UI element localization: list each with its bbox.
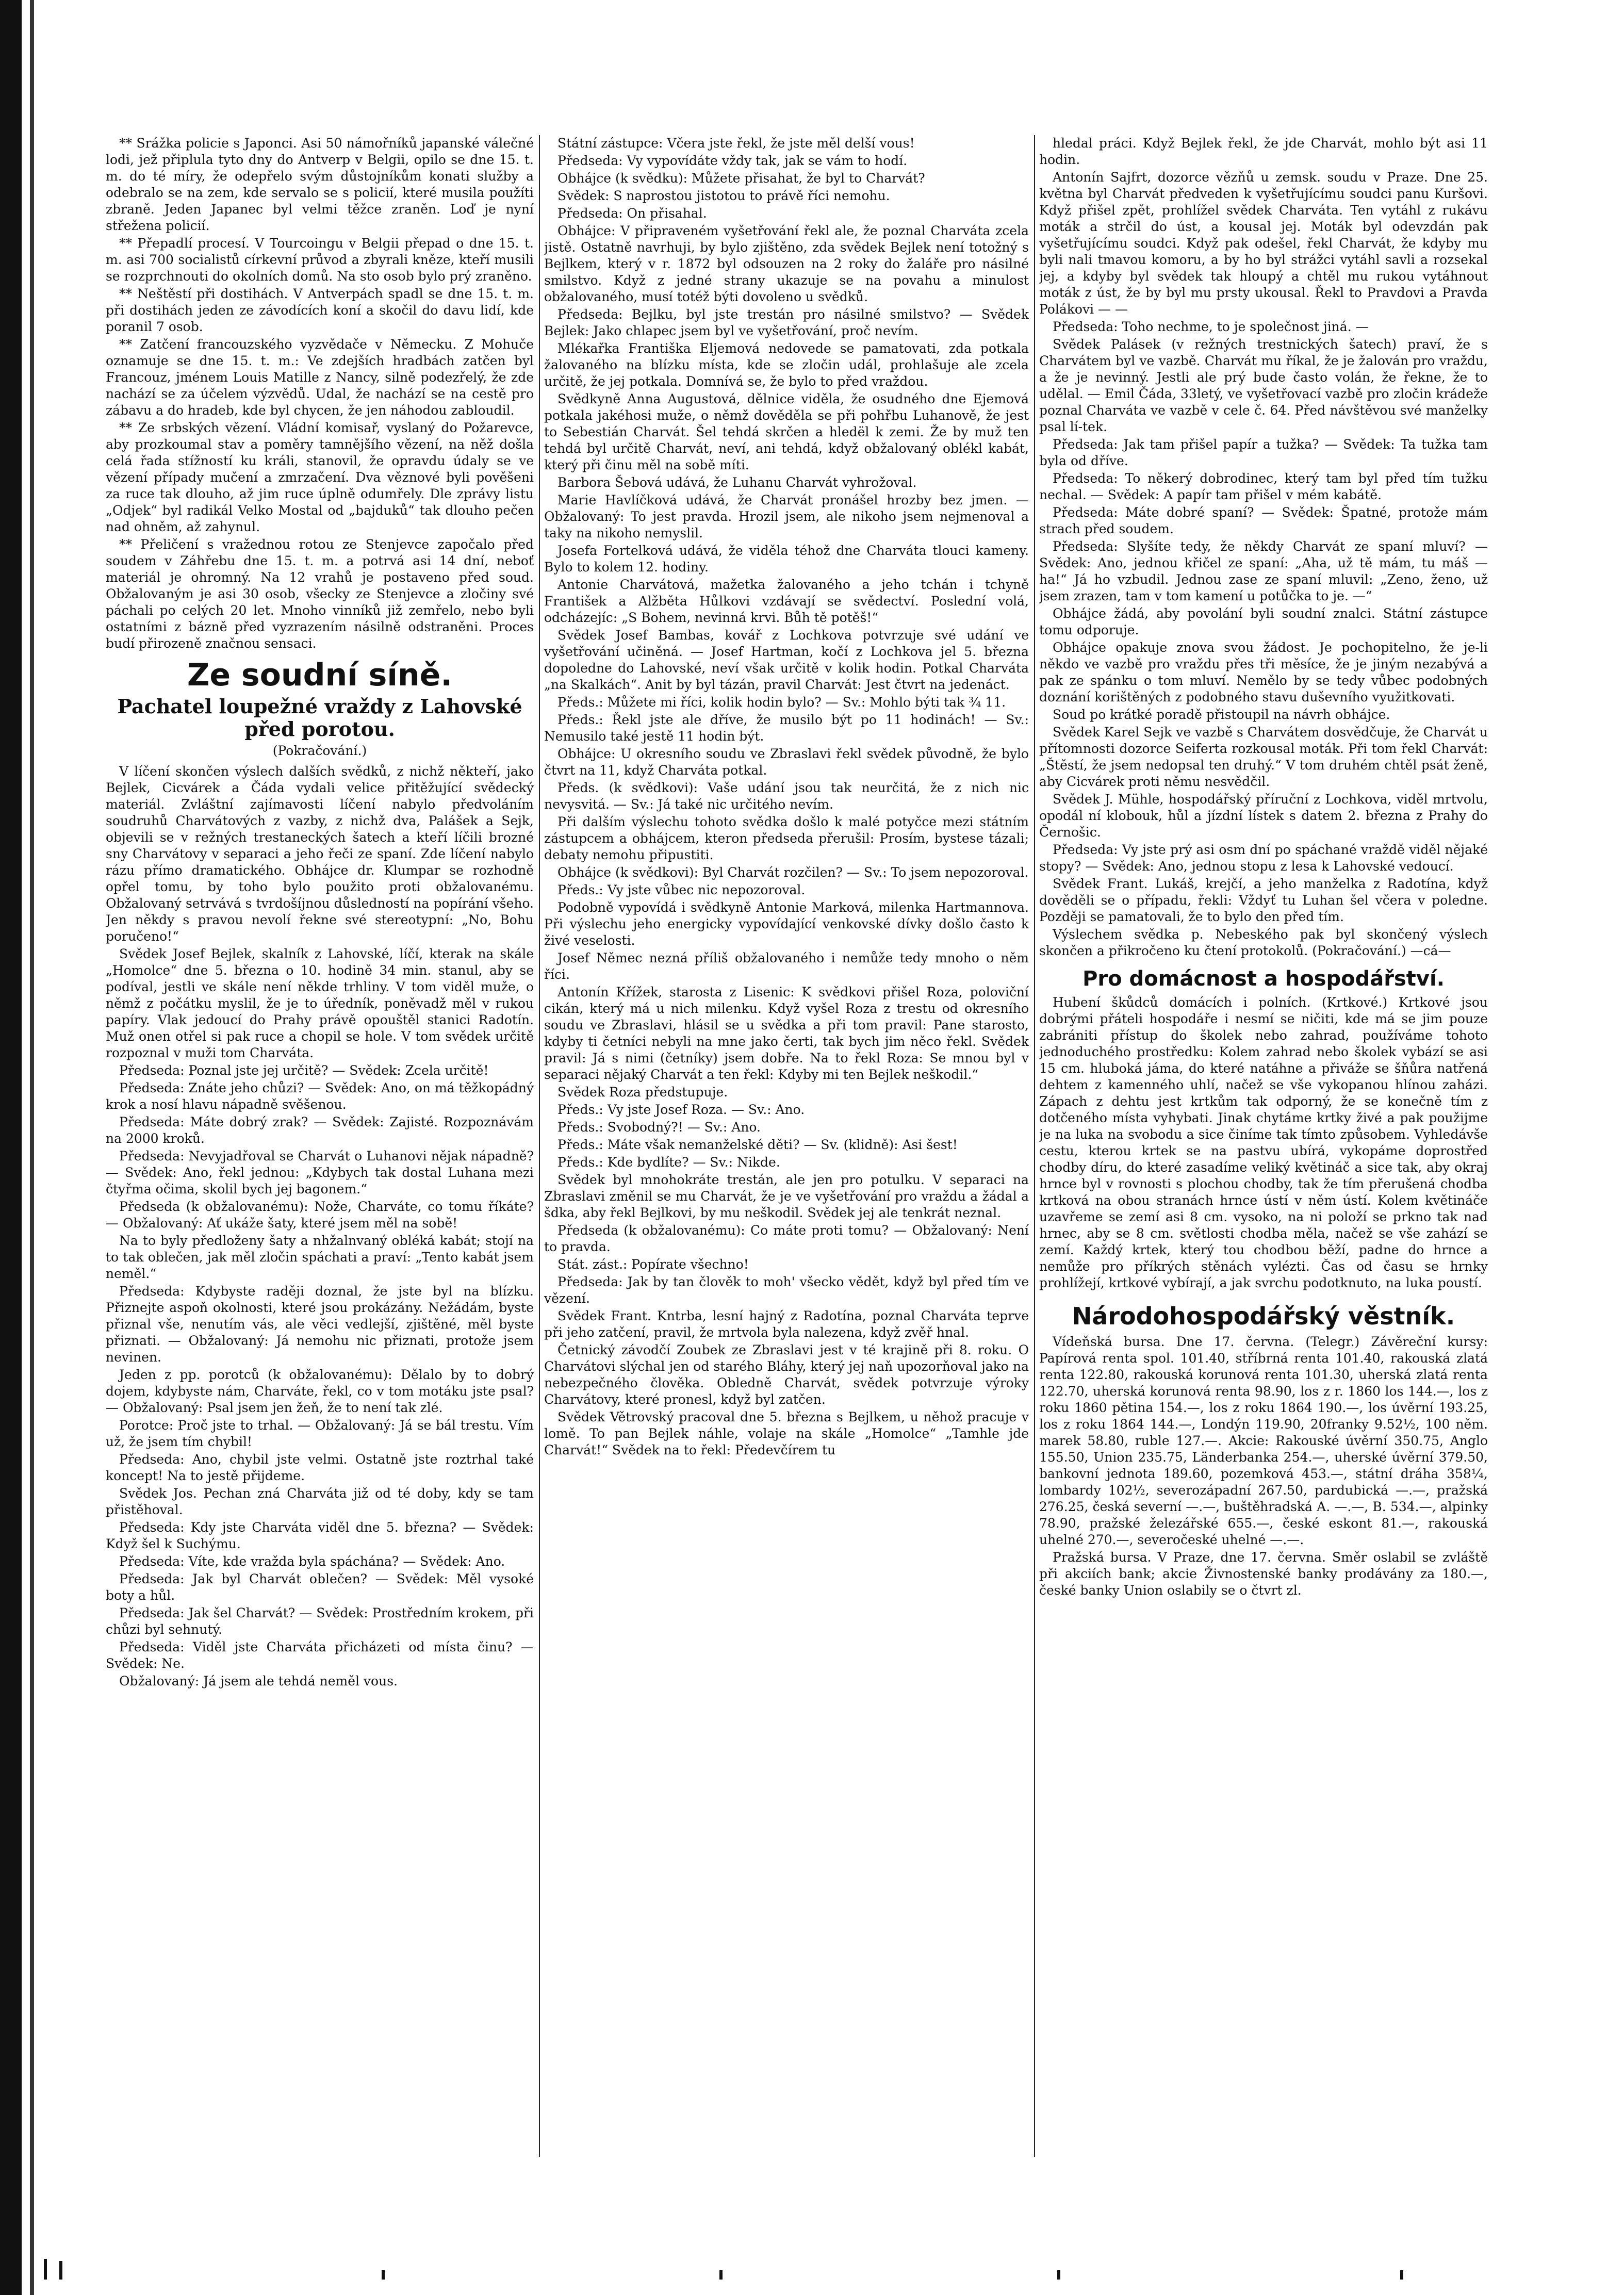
paragraph: Předseda: Jak tam přišel papír a tužka? — Svědek: Ta tužka tam byla od dříve. (1039, 437, 1488, 468)
paragraph: Předseda: Jak byl Charvát oblečen? — Svědek: Měl vysoké boty a hůl. (106, 1571, 534, 1603)
paragraph: Podobně vypovídá i svědkyně Antonie Marková, milenka Hartmannova. Při výslechu jeho energicky vypovídající venkovské dívky došlo často k živé veselosti. (544, 900, 1029, 948)
paragraph: Předseda: Ano, chybil jste velmi. Ostatně jste roztrhal také koncept! Na to jestě přijdeme. (106, 1452, 534, 1483)
section-title: Národohospodářský věstník. (1072, 1302, 1455, 1330)
paragraph: Antonie Charvátová, mažetka žalovaného a jeho tchán i tchyně František a Alžběta Hůlkovi vzdávají se svědectví. Poslední volá, odcházejíc: „S Bohem, nevinná krvi. Bůh tě potěš!“ (544, 577, 1029, 625)
newspaper-page (106, 135, 1488, 2157)
paragraph: Předseda: Máte dobrý zrak? — Svědek: Zajisté. Rozpoznávám na 2000 kroků. (106, 1114, 534, 1146)
paragraph: Obhájce opakuje znova svou žádost. Je pochopitelno, že je-li někdo ve vazbě pro vraždu přes tři měsíce, že je jiným nezabývá a pak ze spánku o tom mluví. Nemělo by se tedy vůbec podobných doznání korištěných z podobného stavu duševního využitkovati. (1039, 640, 1488, 704)
paragraph: Předseda (k obžalovanému): Nože, Charváte, co tomu říkáte? — Obžalovaný: Ať ukáže šaty, které jsem měl na sobě! (106, 1199, 534, 1231)
paragraph: Obžalovaný: Já jsem ale tehdá neměl vous. (119, 1674, 398, 1689)
paragraph: Svědek Frant. Lukáš, krejčí, a jeho manželka z Radotína, když dověděli se o případu, řekli: Vždyť tu Luhan šel včera v poledne. Později se pamatovali, že to bylo den před tím. (1039, 876, 1488, 924)
paragraph: Porotce: Proč jste to trhal. — Obžalovaný: Já se bál trestu. Vím už, že jsem tím chybil! (106, 1418, 534, 1449)
paragraph: Předs.: Kde bydlíte? — Sv.: Nikde. (557, 1155, 780, 1170)
paragraph: Svědek Frant. Kntrba, lesní hajný z Radotína, poznal Charváta teprve při jeho zatčení, pravil, že mrtvola byla nalezena, když zvěř hnal. (544, 1308, 1029, 1340)
paragraph: Obhájce: V připraveném vyšetřování řekl ale, že poznal Charváta zcela jistě. Ostatně navrhuji, by bylo zjištěno, zda svědek Bejlek není totožný s Bejlkem, který v r. 1872 byl odsouzen na 2 roky do žaláře pro násilné smilstvo. Když z jedné strany ukazuje se na povahu a minulost obžalovaného, musí totéž býti dovoleno u svědků. (544, 223, 1029, 304)
paragraph: Předs.: Máte však nemanželské děti? — Sv. (klidně): Asi šest! (557, 1137, 958, 1152)
article-subtitle: (Pokračování.) (272, 743, 367, 758)
paragraph: Obhájce žádá, aby povolání byli soudní znalci. Státní zástupce tomu odporuje. (1039, 606, 1488, 637)
paragraph: Předseda: Toho nechme, to je společnost jiná. — (1053, 319, 1369, 334)
paragraph: Hubení škůdců domácích i polních. (Krtkové.) Krtkové jsou dobrými přáteli hospodáře i nesmí se ničiti, kde má se jim pouze zabrániti přístup do školek nebo zahrad, používáme tohoto jednoduchého prostředku: Kolem zahrad nebo školek vybází se asi 15 cm. hluboká jáma, do které natáhne a přiváže se šňůra natřená dehtem z kamenného uhlí, načež se vše vykopanou hlínou zaházi. Zápach z dehtu jest krtkům tak odporný, že se konečně tím z dotčeného místa vyhybati. Jinak chytáme krtky živé a pak použijme je na luka na svobodu a sice činíme tak tímto způsobem. Vyhledávše cestu, kterou krtek se na pastvu ubírá, vykopáme doprostřed chodby díru, do které zasadíme veliký květináč a sice tak, aby okraj hrnce byl v rovnosti s plochou chodby, tak že tím přerušená chodba krtková na obou stranách hrnce ústí v něm ústí. Kolem květináče uzavřeme se zemí asi 8 cm. vysoko, na ni položí se prkno tak nad hrnec, aby se 8 cm. světlosti chodba měla, načež se vše zahází se zemí. Každý krtek, který tou chodbou běží, padne do hrnce a nemůže pro příkrých stěnách vylézti. Čas od času se hrnky prohlížejí, krtkové vybírají, a jak svrchu podotknuto, na luka poustí. (1039, 995, 1488, 1290)
paragraph: Svědek Roza předstupuje. (557, 1085, 728, 1100)
paragraph: Svědek: S naprostou jistotou to právě říci nemohu. (557, 188, 890, 203)
scan-edge-line (30, 0, 34, 2295)
paragraph: Předseda: Víte, kde vražda byla spáchána? — Svědek: Ano. (119, 1554, 505, 1569)
paragraph: Svědkyně Anna Augustová, dělnice viděla, že osudného dne Ejemová potkala jakéhosi muže, o němž dověděla se při pohřbu Luhanově, že jest to Sebestián Charvát. Šel tehdá skrčen a hledël k zemi. Že by muž ten tehdá byl určitě Charvát, neví, ani tehdá, když obžalovaný oblékl kabát, který při činu měl na sobě míti. (544, 391, 1029, 472)
paragraph: Předseda: Viděl jste Charváta přicházeti od místa činu? — Svědek: Ne. (106, 1640, 534, 1671)
paragraph: Výslechem svědka p. Nebeského pak byl skončený výslech skončen a přikročeno ku čtení protokolů. (Pokračování.) —cá— (1039, 927, 1488, 958)
paragraph: Svědek Josef Bambas, kovář z Lochkova potvrzuje své udání ve vyšetřování učiněná. — Josef Hartman, kočí z Lochkova jel 5. března dopoledne do Lahovské, neví však určitě v kolik hodin. Potkal Charváta „na Skalkách“. Anit by byl tázán, pravil Charvát: Jest čtvrt na jedenáct. (544, 628, 1029, 692)
paragraph: Předs. (k svědkovi): Vaše udání jsou tak neurčitá, že z nich nic nevysvitá. — Sv.: Já také nic určitého nevím. (544, 780, 1029, 812)
paragraph: Pražská bursa. V Praze, dne 17. června. Směr oslabil se zvláště při akciích bank; akcie Živnostenské banky prodávány za 180.—, české banky Union oslabily se o čtvrt zl. (1039, 1550, 1488, 1598)
margin-mark (719, 2270, 723, 2280)
paragraph: Předseda: Slyšíte tedy, že někdy Charvát ze spaní mluví? — Svědek: Ano, jednou křičel ze spaní: „Aha, už tě mám, tu máš — ha!“ Já ho vzbudil. Jednou zase ze spaní mluvil: „Zeno, ženo, už jsem zrazen, tam v tom kamení u potůčka to je. —“ (1039, 539, 1488, 603)
paragraph: Předseda: Nevyjadřoval se Charvát o Luhanovi nějak nápadně? — Svědek: Ano, řekl jednou: „Kdybych tak dostal Luhana mezi čtyřma očima, skolil bych jej bagonem.“ (106, 1149, 534, 1196)
paragraph: ** Přepadlí procesí. V Tourcoingu v Belgii přepad o dne 15. t. m. asi 700 socialistů církevní průvod a zbyrali kněze, kteří musili se rozprchnouti do okolních domů. Na sto osob bylo prý zraněno. (106, 236, 534, 284)
paragraph: Četnický závodčí Zoubek ze Zbraslavi jest v té krajině při 8. roku. O Charvátovi slýchal jen od starého Bláhy, který jej naň upozorňoval jako na nebezpečného člověka. Obledně Charvát, svědek potvrzuje výroky Charvátovy, které pronesl, když byl zatčen. (544, 1342, 1029, 1407)
paragraph: Předseda: Kdybyste raději doznal, že jste byl na blízku. Přiznejte aspoň okolnosti, které jsou prokázány. Nežádám, byste přiznal vše, nenutím vás, ale věci vedlejší, zjištěné, měl byste přiznati. — Obžalovaný: Já nemohu nic přiznati, protože jsem nevinen. (106, 1284, 534, 1365)
paragraph: Antonín Křížek, starosta z Lisenic: K svědkovi přišel Roza, poloviční cikán, který má u nich milenku. Když vyšel Roza z trestu od okresního soudu ve Zbraslavi, hlásil se u svědka a při tom pravil: Pane starosto, kdyby ti četníci nebyli na mne jako čerti, tak bych jim něco řekl. Svědek pravil: Já s nimi (četníky) jsem dobře. Na to řekl Roza: Se mnou byl v separaci nějaký Charvát a ten řekl: Kdyby mi ten Bejlek neškodil.“ (544, 985, 1029, 1082)
section-title: Ze soudní síně. (187, 657, 453, 693)
paragraph: Předs.: Vy jste vůbec nic nepozoroval. (557, 882, 806, 897)
paragraph: Předseda: Jak by tan člověk to moh' všecko vědět, když byl před tím ve vězení. (544, 1274, 1029, 1306)
paragraph: Předseda: Vy jste prý asi osm dní po spáchané vraždě viděl nějaké stopy? — Svědek: Ano, jednou stopu z lesa k Lahovské vedoucí. (1039, 842, 1488, 874)
paragraph: Předseda: Bejlku, byl jste trestán pro násilné smilstvo? — Svědek Bejlek: Jako chlapec jsem byl ve vyšetřování, proč nevím. (544, 307, 1029, 338)
paragraph: Soud po krátké poradě přistoupil na návrh obhájce. (1053, 707, 1390, 722)
column-middle (544, 135, 1029, 2157)
article-title: Pachatel loupežné vraždy z Lahovské před porotou. (117, 695, 522, 741)
paragraph: Předs.: Vy jste Josef Roza. — Sv.: Ano. (557, 1102, 805, 1117)
paragraph: Josefa Fortelková udává, že viděla téhož dne Charváta tlouci kameny. Bylo to kolem 12. hodiny. (544, 543, 1029, 575)
paragraph: Svědek J. Mühle, hospodářský příruční z Lochkova, viděl mrtvolu, opodál ní klobouk, hůl a jízdní lístek s datem 2. března z Prahy do Černošic. (1039, 792, 1488, 840)
column-left (106, 135, 534, 2157)
paragraph: V líčení skončen výslech dalších svědků, z nichž někteří, jako Bejlek, Cicvárek a Čáda vydali velice přitěžující svědecký materiál. Zvláštní zajímavosti líčení nabylo předvoláním soudruhů Charvátových z vazby, z nichž dva, Palášek a Sejk, objevili se v režných trestaneckých šatech a kteří líčili brozné sny Charvátovy v separaci a jeho řeči ze spaní. Zde líčení nabylo rázu přímo dramatického. Obhájce dr. Klumpar se rozhodně opřel tomu, by toho bylo použito proti obžalovanému. Obžalovaný setrvává s tvrdošíjnou důsledností na popírání všeho. Jen někdy s pravou nevolí řekne své stereotypní: „No, Bohu poručeno!“ (106, 764, 534, 944)
section-title: Pro domácnost a hospodářství. (1082, 967, 1445, 991)
paragraph: Marie Havlíčková udává, že Charvát pronášel hrozby bez jmen. — Obžalovaný: To jest pravda. Hrozil jsem, ale nikoho jsem nejmenoval a taky na nikoho nemyslil. (544, 493, 1029, 540)
paragraph: Barbora Šebová udává, že Luhanu Charvát vyhrožoval. (557, 475, 917, 490)
paragraph: Při dalším výslechu tohoto svědka došlo k malé potyčce mezi státním zástupcem a obhájcem, kteron předseda přerušil: Prosím, bystese tázali; debaty nemohu připustiti. (544, 814, 1029, 862)
paragraph: Předs.: Svobodný?! — Sv.: Ano. (557, 1120, 761, 1135)
paragraph: Předseda: Jak šel Charvát? — Svědek: Prostředním krokem, při chůzi byl sehnutý. (106, 1605, 534, 1637)
paragraph: Jeden z pp. porotců (k obžalovanému): Dělalo by to dobrý dojem, kdybyste nám, Charváte, řekl, co v tom motáku jste psal? — Obžalovaný: Psal jsem jen žeň, že to není tak zlé. (106, 1367, 534, 1415)
paragraph: Předseda: Máte dobré spaní? — Svědek: Špatné, protože mám strach před soudem. (1039, 505, 1488, 536)
paragraph: Předseda: On přisahal. (557, 206, 707, 221)
margin-mark (44, 2259, 47, 2280)
column-rule (1034, 135, 1035, 2157)
paragraph: ** Zatčení francouzského vyzvědače v Německu. Z Mohuče oznamuje se dne 15. t. m.: Ve zdejších hradbách zatčen byl Francouz, jménem Louis Matille z Nancy, silně podezřelý, že zde nachází se za účelem výzvědů. Udal, že nachází se na cestě pro zábavu a do hradeb, kde byl chycen, že jen náhodou zabloudil. (106, 337, 534, 418)
paragraph: Předseda: To někerý dobrodinec, který tam byl před tím tužku nechal. — Svědek: A papír tam přišel v mém kabátě. (1039, 471, 1488, 502)
paragraph: Mlékařka Františka Eljemová nedovede se pamatovati, zda potkala žalovaného na blízku místa, kde se zločin udál, prohlašuje ale zcela určitě, že jej potkala. Domnívá se, že bylo to před vraždou. (544, 341, 1029, 389)
paragraph: Svědek Větrovský pracoval dne 5. března s Bejlkem, u něhož pracuje v lomě. To pan Bejlek náhle, volaje na skále „Homolce“ „Tamhle jde Charvát!“ Svědek na to řekl: Předevčírem tu (544, 1409, 1029, 1457)
paragraph: Obhájce (k svědkovi): Byl Charvát rozčilen? — Sv.: To jsem nepozoroval. (557, 865, 1029, 880)
paragraph: Svědek byl mnohokráte trestán, ale jen pro potulku. V separaci na Zbraslavi změnil se mu Charvát, že je ve vyšetřování pro vraždu a žádal a šdka, aby řekl Bejlkovi, by mu neškodil. Svědek jej ale tenkrát neznal. (544, 1172, 1029, 1220)
paragraph: Antonín Sajfrt, dozorce vězňů u zemsk. soudu v Praze. Dne 25. května byl Charvát předveden k vyšetřujícímu soudci panu Kuršovi. Když přišel zpět, prohlížel svědek Charváta. Ten vytáhl z rukávu moták a strčil do úst, a kousal jej. Moták byl odevzdán pak vyšetřujícímu soudci. Když pak odešel, řekl Charvát, že kdyby mu byli nali tmavou komoru, a by ho byl strážci vytáhl savli a rozsekal jej, a kdyby byl svědek tak hloupý a chtěl mu rukou vytáhnout moták z úst, že by byl mu prsty ukousal. Řekl to Pravdovi a Pravda Polákovi — — (1039, 170, 1488, 317)
column-right (1039, 135, 1488, 2157)
paragraph: Předs.: Řekl jste ale dříve, že musilo být po 11 hodinách! — Sv.: Nemusilo také jestě 11 hodin být. (544, 712, 1029, 744)
paragraph: ** Srážka policie s Japonci. Asi 50 námořníků japanské válečné lodi, jež připlula tyto dny do Antverp v Belgii, opilo se dne 15. t. m. do té míry, že odepřelo svým důstojníkům konati služby a odebralo se na zem, kde servalo se s policií, které musila použíti zbraně. Jeden Japanec byl velmi těžce zraněn. Loď je nyní střežena policií. (106, 136, 534, 233)
paragraph: Předseda: Vy vypovídáte vždy tak, jak se vám to hodí. (557, 153, 908, 168)
paragraph: Státní zástupce: Včera jste řekl, že jste měl delší vous! (557, 136, 915, 151)
paragraph: Svědek Josef Bejlek, skalník z Lahovské, líčí, kterak na skále „Homolce“ dne 5. března o 10. hodině 34 min. stanul, aby se podíval, jestli ve skále není někde trhliny. V tom viděl muže, o němž z počátku myslil, že je to úředník, poněvadž měl v rukou papíry. Vlak jedoucí do Prahy právě opouštěl stanici Radotín. Muž onen otřel si pak ruce a chopil se hole. V tom svědek určitě rozpoznal v muži tom Charváta. (106, 946, 534, 1060)
paragraph: Na to byly předloženy šaty a nhžalnvaný obléká kabát; stojí na to tak oblečen, jak měl zločin spáchati a praví: „Tento kabát jsem neměl.“ (106, 1233, 534, 1281)
scan-edge-bar (0, 0, 22, 2295)
paragraph: Předs.: Můžete mi říci, kolik hodin bylo? — Sv.: Mohlo býti tak ¾ 11. (557, 695, 1006, 710)
paragraph: Svědek Jos. Pechan zná Charváta již od té doby, kdy se tam přistěhoval. (106, 1486, 534, 1517)
paragraph: ** Neštěstí při dostihách. V Antverpách spadl se dne 15. t. m. při dostihách jeden ze závodících koní a skočil do davu lidí, kde poranil 7 osob. (106, 286, 534, 334)
paragraph: hledal práci. Když Bejlek řekl, že jde Charvát, mohlo být asi 11 hodin. (1039, 136, 1488, 167)
paragraph: Josef Němec nezná příliš obžalovaného i nemůže tedy mnoho o něm říci. (544, 950, 1029, 982)
column-rule (539, 135, 540, 2157)
paragraph: Předseda (k obžalovanému): Co máte proti tomu? — Obžalovaný: Není to pravda. (544, 1223, 1029, 1254)
paragraph: Předseda: Poznal jste jej určitě? — Svědek: Zcela určitě! (119, 1063, 489, 1078)
scan-margin-marks (0, 2249, 1624, 2280)
margin-mark (382, 2270, 385, 2280)
paragraph: Stát. zást.: Popírate všechno! (557, 1257, 749, 1272)
paragraph: Obhájce: U okresního soudu ve Zbraslavi řekl svědek původně, že bylo čtvrt na 11, když Charváta potkal. (544, 746, 1029, 778)
margin-mark (1057, 2270, 1060, 2280)
paragraph: Svědek Palásek (v režných trestnických šatech) praví, že s Charvátem byl ve vazbě. Charvát mu říkal, že je žalován pro vraždu, a že je nevinný. Jestli ale prý bude často volán, že řekne, že to udělal. — Emil Čáda, 33letý, ve vyšetřovací vazbě pro zločin krádeže poznal Charváta ve vazbě v cele č. 64. Před návštěvou své manželky psal lí-tek. (1039, 337, 1488, 434)
margin-mark (1400, 2270, 1403, 2280)
margin-mark (59, 2261, 62, 2280)
paragraph: ** Přeličení s vražednou rotou ze Stenjevce započalo před soudem v Záhřebu dne 15. t. m. a potrvá asi 14 dní, neboť materiál je ohromný. Na 12 vrahů je postaveno před soud. Obžalovaným je asi 30 osob, všecky ze Stenjevce a zločiny své páchali po celých 20 let. Mnoho vinníků již zemřelo, nebo byli ostatními z bázně před vyzrazením násilně odstraněni. Proces budí přirozeně značnou sensaci. (106, 537, 534, 651)
paragraph: Svědek Karel Sejk ve vazbě s Charvátem dosvědčuje, že Charvát u přítomnosti dozorce Seiferta rozkousal moták. Při tom řekl Charvát: „Štěstí, že jsem nedopsal ten druhý.“ V tom druhém chtěl psát ženě, aby Cicvárek proti němu nesvědčil. (1039, 725, 1488, 789)
paragraph: ** Ze srbských vězení. Vládní komisař, vyslaný do Požarevce, aby prozkoumal stav a poměry tamnějšího vězení, na něž došla celá řada stížností ku králi, stanovil, že opravdu údaly se ve vězení případy mučení a zmrzačení. Dva věznové byli pověšeni za ruce tak dlouho, až jim ruce úplně odumřely. Dle zprávy listu „Odjek“ byl radikál Velko Mostal od „bajduků“ tak dlouho pečen nad ohněm, až zahynul. (106, 420, 534, 534)
paragraph: Vídeňská bursa. Dne 17. června. (Telegr.) Závěreční kursy: Papírová renta spol. 101.40, stříbrná renta 101.40, rakouská zlatá renta 122.80, rakouská korunová renta 101.30, uherská zlatá renta 122.70, uherská korunová renta 98.90, los z r. 1860 los 144.—, los z roku 1860 pětina 154.—, los z roku 1864 190.—, los úvěrní 193.25, los z roku 1864 144.—, Londýn 119.90, 20franky 9.52½, 100 něm. marek 58.80, ruble 127.—. Akcie: Rakouské úvěrní 350.75, Anglo 155.50, Union 235.75, Länderbanka 254.—, uherské úvěrní 379.50, bankovní jednota 189.60, pozemková 453.—, státní dráha 358¼, lombardy 102½, severozápadní 267.50, pardubická —.—, pražská 276.25, česká severní —.—, buštěhradská A. —.—, B. 534.—, alpinky 78.90, pražské železářské 655.—, české eskont 81.—, rakouská uhelné 270.—, severočeské uhelné —.—. (1039, 1334, 1488, 1547)
paragraph: Předseda: Kdy jste Charváta viděl dne 5. března? — Svědek: Když šel k Suchýmu. (106, 1520, 534, 1551)
paragraph: Předseda: Znáte jeho chůzi? — Svědek: Ano, on má těžkopádný krok a nosí hlavu nápadně svěšenou. (106, 1080, 534, 1112)
paragraph: Obhájce (k svědku): Můžete přisahat, že byl to Charvát? (557, 171, 925, 186)
